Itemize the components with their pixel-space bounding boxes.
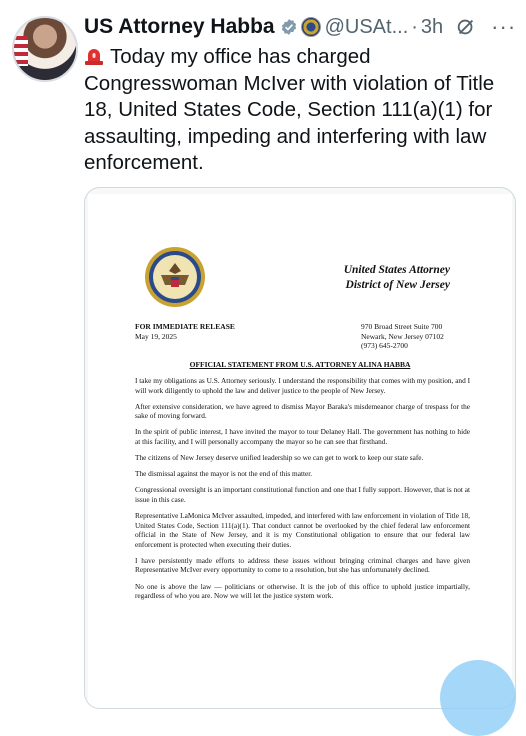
paragraph: No one is above the law — politicians or otherwise. It is the job of this office to uphold justice impartially, regardless of who you are. Now we will let the justice system work. [135, 581, 470, 601]
paragraph: In the spirit of public interest, I have invited the mayor to tour Delaney Hall. The government has nothing to hide at this facility, and I will personally accompany the mayor so he can see that firsthand. [135, 427, 470, 446]
compose-fab-button[interactable] [440, 660, 516, 736]
verified-badge-icon[interactable] [280, 18, 298, 36]
tweet-header [84, 12, 518, 42]
tweet-body: Today my office has charged Congresswoman McIver with violation of Title 18, United States Code, Section 111(a)(1) for assaulting, impeding and interfering with law enforcement. [84, 45, 495, 174]
statement-body [135, 376, 470, 607]
press-release-document [88, 194, 512, 709]
paragraph: I have persistently made efforts to address these issues without bringing criminal charges and have given Representative McIver every opportunity to come to a resolution, but she has unfortunately declined. [135, 555, 470, 575]
statement-title: OFFICIAL STATEMENT FROM U.S. ATTORNEY ALINA HABBA [189, 360, 411, 369]
flag-decoration [14, 36, 28, 66]
paragraph: I take my obligations as U.S. Attorney seriously. I understand the responsibility that comes with my position, and I will work diligently to uphold the law and deliver justice to the people of New Jersey. [135, 376, 470, 395]
doj-seal-icon [144, 246, 206, 308]
address-line-3: (973) 645-2700 [361, 341, 408, 350]
address-line-2: Newark, New Jersey 07102 [361, 331, 444, 341]
tweet-media[interactable] [84, 187, 516, 709]
release-date: May 19, 2025 [135, 332, 177, 341]
more-icon[interactable]: ··· [491, 14, 517, 39]
author-handle[interactable]: @USAt... [324, 15, 409, 38]
office-address [361, 322, 444, 351]
paragraph: The dismissal against the mayor is not the end of this matter. [135, 469, 313, 479]
tweet-time[interactable]: 3h [420, 15, 444, 38]
siren-emoji-icon [84, 46, 104, 66]
paragraph: Congressional oversight is an important constitutional function and one that I fully support. However, that is not at issue in this case. [135, 485, 470, 504]
office-line-2: District of New Jersey [345, 279, 450, 291]
paragraph: Representative LaMonica McIver assaulted, impeded, and interfered with law enforcement in violation of Title 18, United States Code, Section 111(a)(1). That conduct cannot be overlooked by the chief federal law enforcement official in the State of New Jersey, and it is my Constitutional obligation to ensure that our federal law enforcement is protected when executing their duties. [135, 510, 470, 549]
office-line-1: United States Attorney [343, 264, 450, 276]
tweet-text [84, 44, 520, 177]
release-label: FOR IMMEDIATE RELEASE [135, 322, 235, 331]
paragraph: After extensive consideration, we have agreed to dismiss Mayor Baraka's misdemeanor charge of trespass for the sake of moving forward. [135, 401, 470, 421]
grok-icon[interactable] [455, 16, 477, 38]
address-line-1: 970 Broad Street Suite 700 [361, 322, 443, 331]
author-name[interactable]: US Attorney Habba [84, 15, 275, 38]
paragraph: The citizens of New Jersey deserve unified leadership so we can get to work to keep our state safe. [135, 453, 424, 463]
doj-seal-icon [301, 17, 321, 37]
avatar[interactable] [12, 16, 78, 82]
separator-dot: · [411, 15, 418, 38]
